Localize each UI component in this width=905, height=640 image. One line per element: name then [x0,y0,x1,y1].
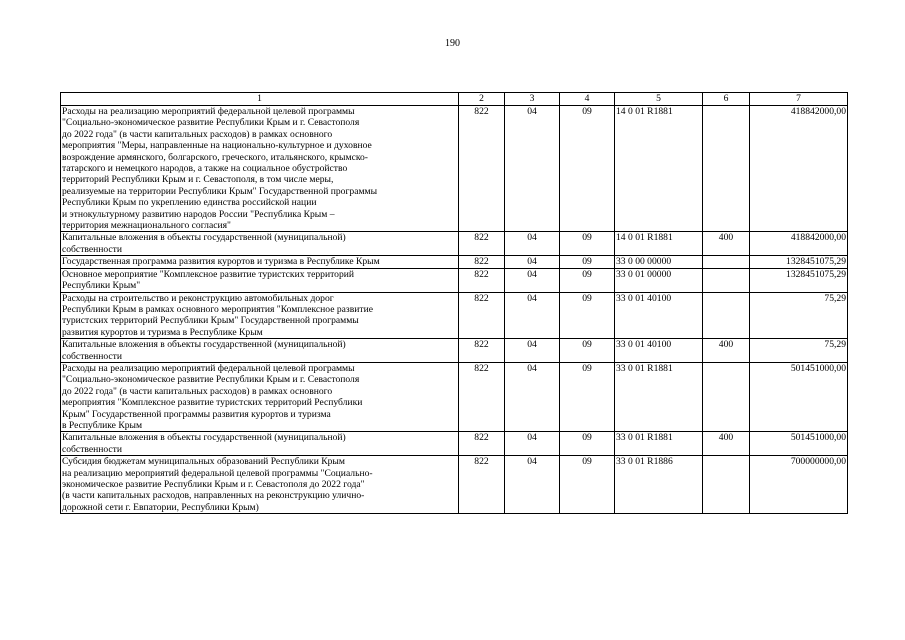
target-article-code: 33 0 01 R1881 [615,362,703,431]
subsection-code: 09 [560,339,615,363]
expense-type-code [703,456,750,514]
expense-type-code [703,106,750,232]
expense-name [61,232,459,256]
section-code: 04 [505,339,560,363]
column-header-2: 2 [459,93,505,106]
expense-name [61,456,459,514]
subsection-code: 09 [560,106,615,232]
table-row [61,232,848,256]
amount: 1328451075,29 [750,268,848,292]
expense-name-text: Основное мероприятие "Комплексное развитие туристских территорий Республики Крым" [62,268,355,292]
ministry-code: 822 [459,292,505,339]
amount: 501451000,00 [750,362,848,431]
ministry-code: 822 [459,362,505,431]
ministry-code: 822 [459,232,505,256]
ministry-code: 822 [459,106,505,232]
budget-table [60,92,848,514]
section-code: 04 [505,362,560,431]
expense-type-code [703,362,750,431]
ministry-code: 822 [459,268,505,292]
target-article-code: 33 0 00 00000 [615,256,703,268]
ministry-code: 822 [459,339,505,363]
amount: 418842000,00 [750,232,848,256]
amount: 75,29 [750,292,848,339]
expense-name [61,339,459,363]
page-number: 190 [445,38,460,49]
column-header-5: 5 [615,93,703,106]
subsection-code: 09 [560,268,615,292]
column-header-6: 6 [703,93,750,106]
expense-name [61,268,459,292]
expense-name-text: Государственная программа развития курортов и туризма в Республике Крым [62,256,380,268]
amount: 418842000,00 [750,106,848,232]
section-code: 04 [505,268,560,292]
column-header-1: 1 [61,93,459,106]
table-row [61,432,848,456]
expense-name-text: Капитальные вложения в объекты государственной (муниципальной) собственности [62,232,346,255]
subsection-code: 09 [560,432,615,456]
expense-name-text: Капитальные вложения в объекты государственной (муниципальной) собственности [62,339,346,362]
expense-name-text: Расходы на реализацию мероприятий федеральной целевой программы "Социально-экономическое развитие Республики Крым и г. Севастополя до 2022 года" (в части капитальных расходов) в рамках основного мероприятия "Меры, направленные на национально-культурное и духовное возрождение армянского, болгарского, греческого, итальянского, крымско- татарского и немецкого народов, а также на социальное обустройство территорий Республики Крым и г. Севастополя, в том числе меры, реализуемые на территории Республики Крым" Государственной программы Республики Крым по укреплению единства российской нации и этнокультурному развитию народов России "Республика Крым – территория межнационального согласия" [62,106,378,232]
expense-name [61,106,459,232]
expense-name-text: Расходы на реализацию мероприятий федеральной целевой программы "Социально-экономическое развитие Республики Крым и г. Севастополя до 2022 года" (в части капитальных расходов) в рамках основного мероприятия "Комплексное развитие туристских территорий Республики Крым" Государственной программы развития курортов и туризма в Республике Крым [62,362,363,431]
table-row [61,292,848,339]
section-code: 04 [505,106,560,232]
table-row [61,456,848,514]
target-article-code: 14 0 01 R1881 [615,232,703,256]
expense-name [61,256,459,268]
target-article-code: 33 0 01 R1886 [615,456,703,514]
subsection-code: 09 [560,292,615,339]
expense-type-code [703,268,750,292]
expense-type-code [703,256,750,268]
subsection-code: 09 [560,232,615,256]
expense-type-code: 400 [703,339,750,363]
amount: 501451000,00 [750,432,848,456]
amount: 700000000,00 [750,456,848,514]
table-row [61,106,848,232]
expense-name-text: Капитальные вложения в объекты государственной (муниципальной) собственности [62,432,346,455]
subsection-code: 09 [560,256,615,268]
target-article-code: 33 0 01 R1881 [615,432,703,456]
table-row [61,362,848,431]
table-row [61,256,848,268]
expense-name-text: Субсидия бюджетам муниципальных образований Республики Крым на реализацию мероприятий федеральной целевой программы "Социально- экономическое развитие Республики Крым и г. Севастополя до 2022 года" (в части капитальных расходов, направленных на реконструкцию улично- дорожной сети г. Евпатории, Республики Крым) [62,456,373,513]
subsection-code: 09 [560,456,615,514]
table-row [61,268,848,292]
expense-name-text: Расходы на строительство и реконструкцию автомобильных дорог Республики Крым в рамках основного мероприятия "Комплексное развитие туристских территорий Республики Крым" Государственной программы развития курортов и туризма в Республике Крым [62,292,373,338]
expense-type-code [703,292,750,339]
ministry-code: 822 [459,432,505,456]
amount: 1328451075,29 [750,256,848,268]
target-article-code: 33 0 01 40100 [615,292,703,339]
section-code: 04 [505,456,560,514]
ministry-code: 822 [459,256,505,268]
section-code: 04 [505,292,560,339]
column-header-7: 7 [750,93,848,106]
expense-name [61,362,459,431]
column-header-3: 3 [505,93,560,106]
amount: 75,29 [750,339,848,363]
ministry-code: 822 [459,456,505,514]
expense-type-code: 400 [703,432,750,456]
target-article-code: 33 0 01 40100 [615,339,703,363]
section-code: 04 [505,432,560,456]
target-article-code: 14 0 01 R1881 [615,106,703,232]
subsection-code: 09 [560,362,615,431]
header-row [61,93,848,106]
section-code: 04 [505,232,560,256]
expense-type-code: 400 [703,232,750,256]
expense-name [61,432,459,456]
column-header-4: 4 [560,93,615,106]
target-article-code: 33 0 01 00000 [615,268,703,292]
table-row [61,339,848,363]
section-code: 04 [505,256,560,268]
expense-name [61,292,459,339]
